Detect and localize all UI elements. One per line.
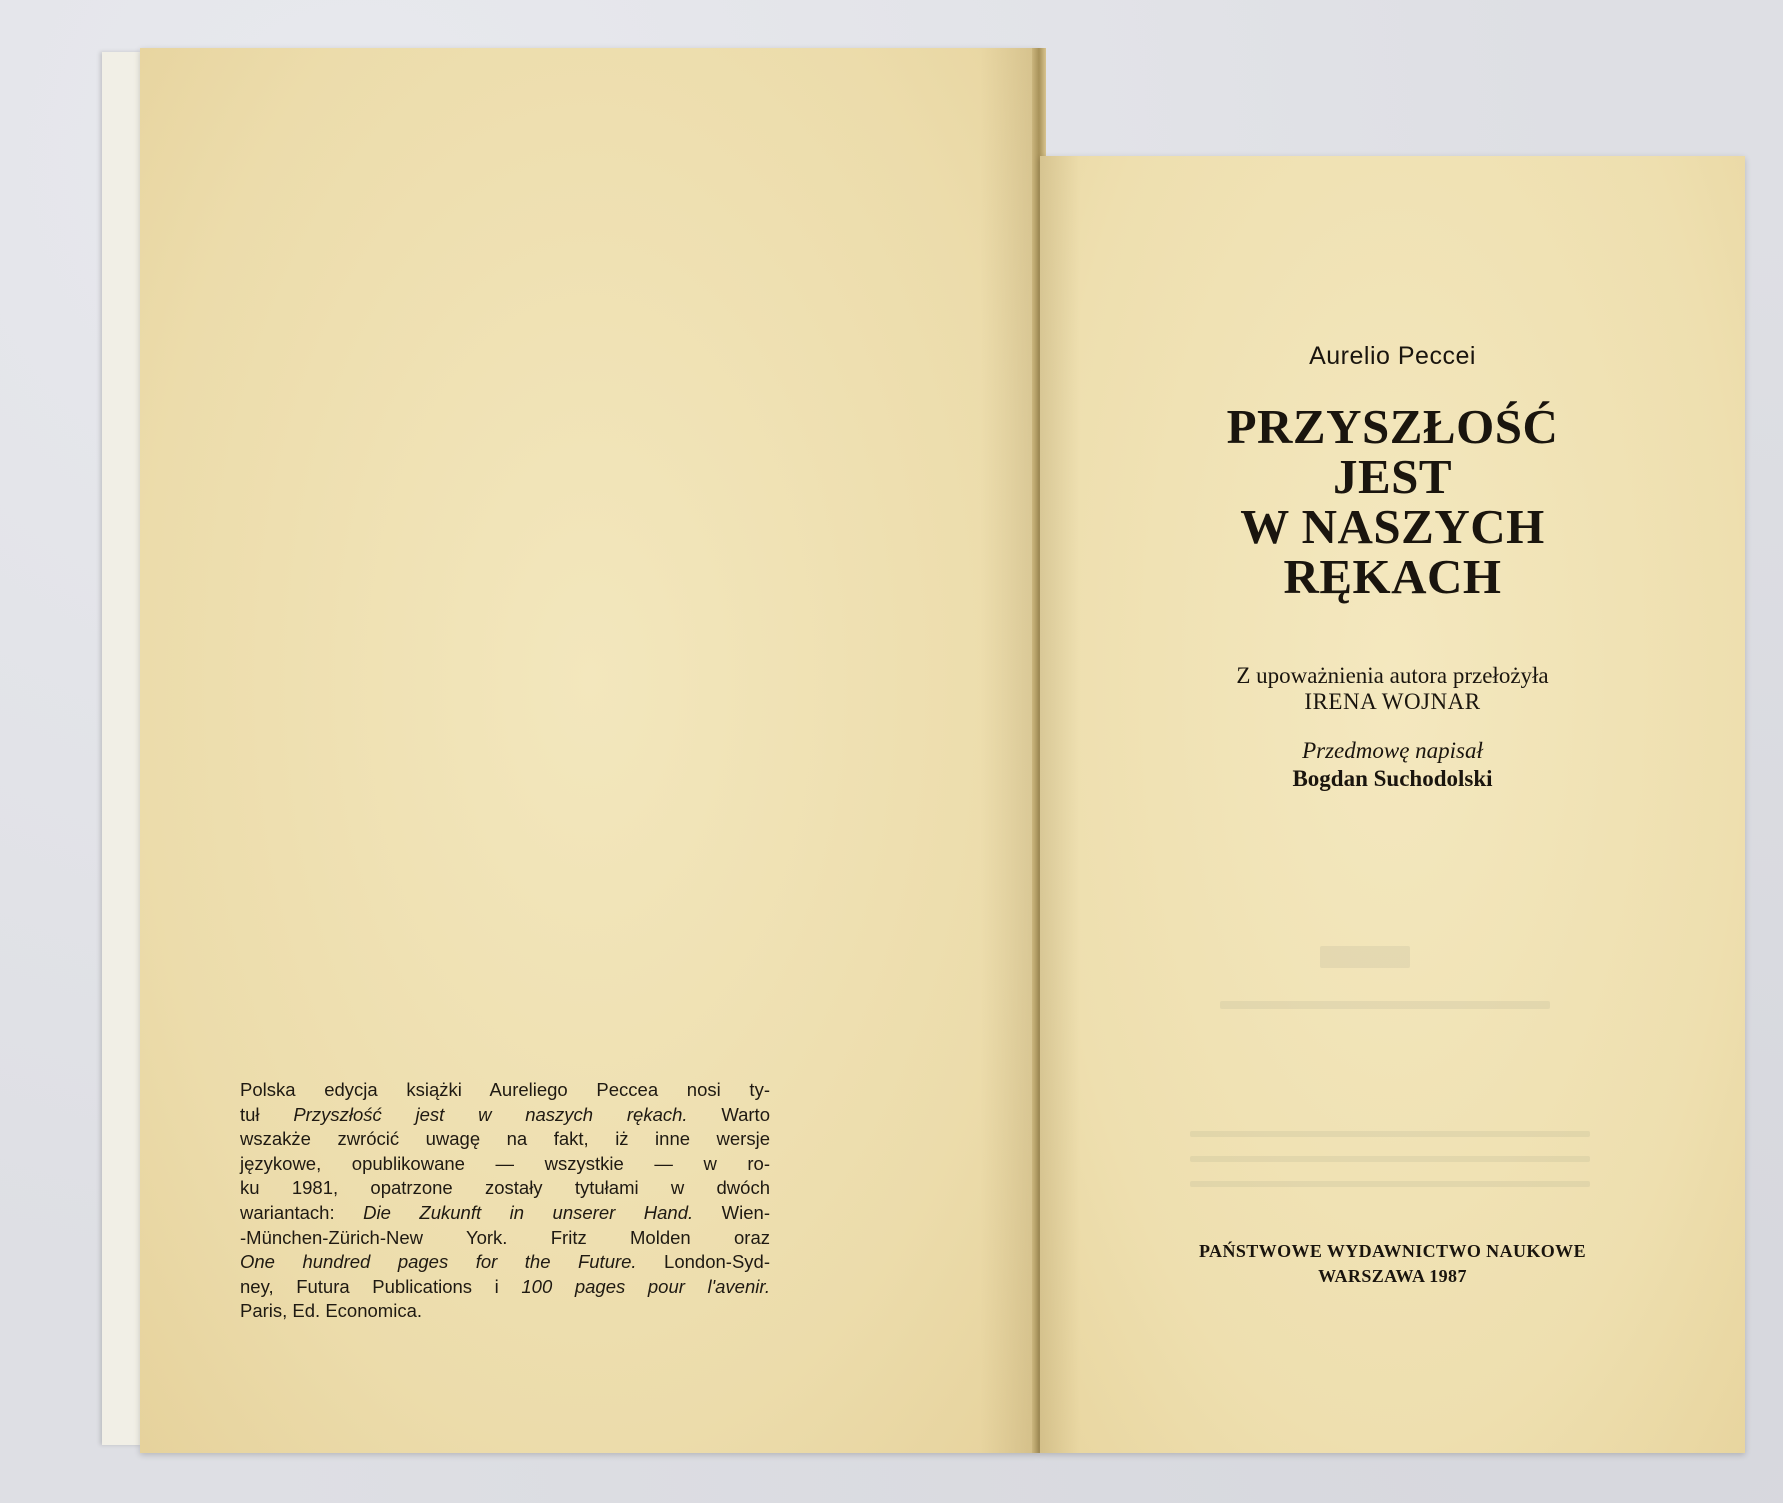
show-through-mark bbox=[1320, 946, 1410, 968]
title-line: RĘKACH bbox=[1283, 549, 1502, 604]
note-line: wszakże zwrócić uwagę na fakt, iż inne wersje bbox=[240, 1128, 770, 1150]
open-book bbox=[120, 48, 1745, 1453]
note-line: One hundred pages for the Future. London-Syd- bbox=[240, 1251, 770, 1273]
preface-author: Bogdan Suchodolski bbox=[1292, 766, 1493, 791]
note-line: ney, Futura Publications i 100 pages pour l'avenir. bbox=[240, 1275, 770, 1297]
show-through-mark bbox=[1190, 1181, 1590, 1187]
note-line: wariantach: Die Zukunft in unserer Hand. Wien- bbox=[240, 1201, 770, 1223]
title-line: W NASZYCH bbox=[1240, 499, 1545, 554]
publication-place-year: WARSZAWA 1987 bbox=[1318, 1266, 1467, 1286]
preface-credit: Przedmowę napisał bbox=[1302, 738, 1483, 763]
note-line: Paris, Ed. Economica. bbox=[240, 1300, 422, 1322]
note-line: Polska edycja książki Aureliego Peccea nosi ty- bbox=[240, 1079, 770, 1100]
title-line: PRZYSZŁOŚĆ bbox=[1226, 399, 1559, 454]
note-line: tuł Przyszłość jest w naszych rękach. Warto bbox=[240, 1103, 770, 1125]
left-page bbox=[140, 48, 1040, 1453]
show-through-mark bbox=[1190, 1131, 1590, 1137]
show-through-mark bbox=[1220, 1001, 1550, 1009]
note-line: -München-Zürich-New York. Fritz Molden oraz bbox=[240, 1226, 770, 1248]
show-through-mark bbox=[1190, 1156, 1590, 1162]
translator-name: IRENA WOJNAR bbox=[1304, 689, 1481, 714]
publisher-name: PAŃSTWOWE WYDAWNICTWO NAUKOWE bbox=[1199, 1241, 1586, 1261]
right-page bbox=[1040, 156, 1745, 1453]
book-title bbox=[1040, 399, 1745, 604]
translator-credit: Z upoważnienia autora przełożyła bbox=[1236, 663, 1549, 688]
note-line: językowe, opublikowane — wszystkie — w ro- bbox=[240, 1152, 770, 1174]
edition-note bbox=[240, 1078, 770, 1324]
author-name: Aurelio Peccei bbox=[1309, 342, 1476, 370]
note-line: ku 1981, opatrzone zostały tytułami w dwóch bbox=[240, 1177, 770, 1199]
title-line: JEST bbox=[1332, 449, 1453, 504]
